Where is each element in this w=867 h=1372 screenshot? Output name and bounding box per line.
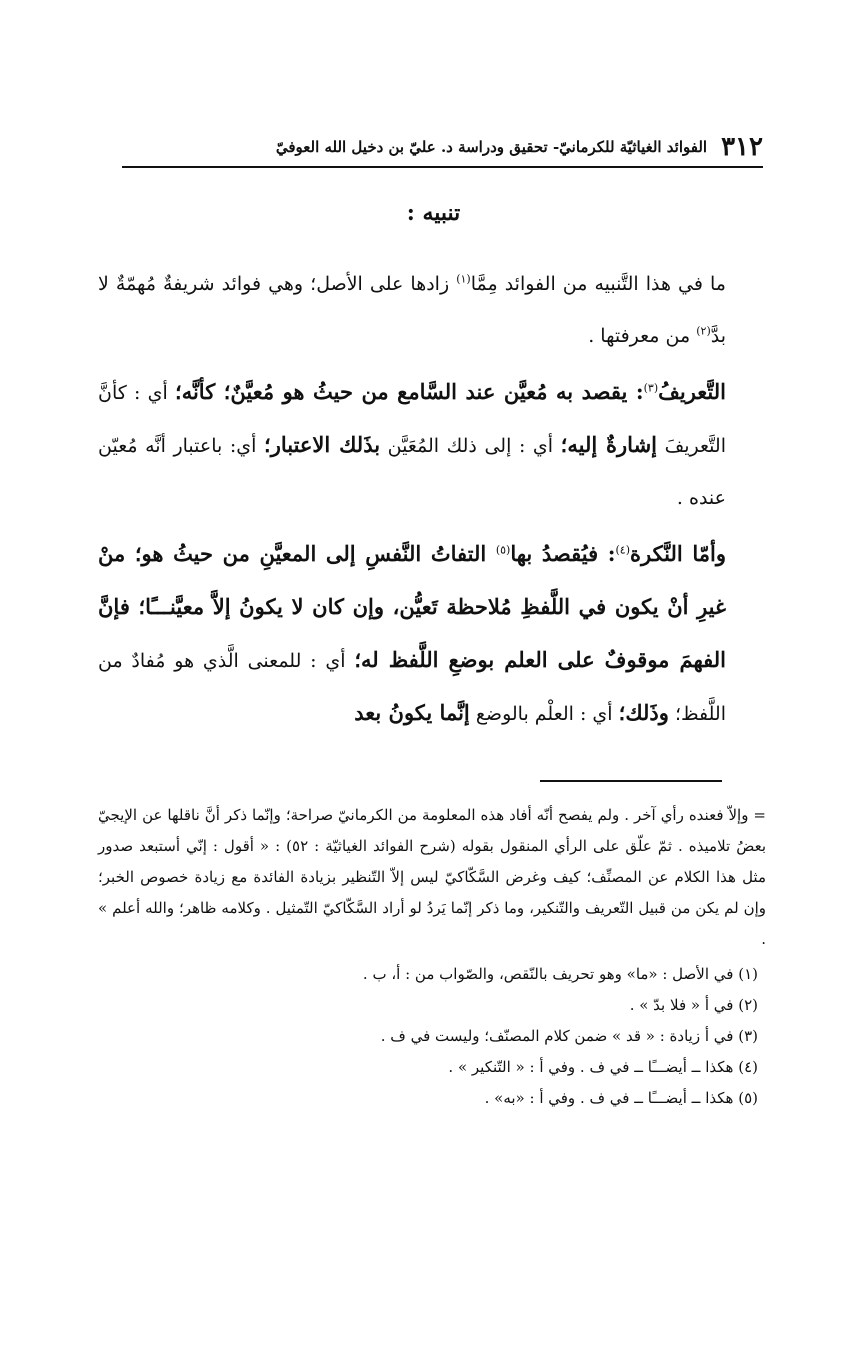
- definition-bold-3: بذَلك الاعتبار؛: [264, 432, 381, 457]
- footnote-ref-5: (٥): [495, 543, 511, 557]
- definition-text-3: أي: باعتبار أنَّه مُعيّن عنده .: [98, 435, 726, 509]
- indefinite-term: وأمّا النَّكرة: [630, 541, 726, 566]
- footnote-ref-2: (٢): [696, 324, 711, 338]
- running-title: الفوائد الغياثيّة للكرمانيّ- تحقيق ودراسة د. عليّ بن دخيل الله العوفيّ: [275, 138, 708, 156]
- footnote-ref-4: (٤): [615, 543, 630, 557]
- footnote-ref-3: (٣): [643, 381, 659, 395]
- definition-text-1: أي : كأنَّ التَّعريفَ: [98, 382, 726, 457]
- definition-bold-1: : يقصد به مُعيَّن عند السَّامع من حيثُ هو مُعيَّنٌ؛ كأنَّه؛: [175, 379, 644, 404]
- footnotes: [98, 800, 766, 1114]
- footnote-continuation: = وإلاّ فعنده رأي آخر . ولم يفصح أنّه أفاد هذه المعلومة من الكرمانيّ صراحة؛ وإنّما ذكر أنَّ ناقلها عن الإيجيّ بعضُ تلاميذه . ثمّ علّق على الرأي المنقول بقوله (شرح الفوائد الغياثيّة : ٥٢) : « أقول : إنّي أستبعد صدور مثل هذا الكلام عن المصنِّف؛ كيف وغرض السَّكّاكيّ ليس إلاّ التّنظير بزيادة الفائدة مع زيادة خصوص الخبر؛ وإن لم يكن من قبيل التّعريف والتّنكير، وما ذكر إنّما يَردُ لو أراد السَّكّاكيّ التّمثيل . وكلامه ظاهر؛ والله أعلم » .: [98, 806, 767, 948]
- indefinite-bold-3: وذَلك؛: [618, 700, 669, 725]
- intro-paragraph: [98, 258, 766, 362]
- intro-text-3: من معرفتها .: [588, 325, 697, 347]
- footnote-ref-1: (١): [456, 272, 471, 286]
- indefinite-bold-2: التفاتُ النَّفسِ إلى المعيَّنِ من حيثُ هو؛ منْ غيرِ أنْ يكون في اللَّفظِ مُلاحظة تَعيُّن، وإن كان لا يكونُ إلاَّ معيَّنـــًا؛ فإنَّ الفهمَ موقوفٌ على العلم بوضعِ اللَّفظ له؛: [98, 541, 726, 672]
- running-header: [122, 128, 763, 168]
- footnote-4: (٤) هكذا ــ أيضـــًا ــ في ف . وفي أ : « التّنكير » .: [448, 1058, 758, 1076]
- indefinite-bold-4: إنَّما يكونُ بعد: [354, 700, 470, 725]
- indefinite-text-2: أي : العلْم بالوضع: [469, 703, 619, 725]
- footnote-divider: [540, 780, 722, 782]
- definition-bold-2: إشارةٌ إليه؛: [560, 432, 657, 457]
- intro-text-1: ما في هذا التَّنبيه من الفوائد مِمَّا: [470, 273, 726, 295]
- main-text: [98, 258, 766, 740]
- indefinite-paragraph: [98, 528, 766, 740]
- definition-paragraph: [98, 366, 766, 524]
- section-heading: تنبيه :: [406, 200, 461, 226]
- footnote-1: (١) في الأصل : «ما» وهو تحريف بالنّقص، والصّواب من : أ، ب .: [362, 965, 758, 983]
- indefinite-text-1: أي : للمعنى الَّذي هو مُفادٌ من اللَّفظ؛: [98, 650, 726, 725]
- indefinite-bold-1: : فيُقصدُ بها: [510, 541, 616, 566]
- definition-term: التَّعريفُ: [658, 379, 726, 404]
- footnote-2: (٢) في أ « فلا بدّ » .: [629, 996, 758, 1014]
- footnote-5: (٥) هكذا ــ أيضـــًا ــ في ف . وفي أ : «به» .: [484, 1089, 758, 1107]
- footnote-3: (٣) في أ زيادة : « قد » ضمن كلام المصنّف؛ وليست في ف .: [380, 1027, 758, 1045]
- intro-text-2: زادها على الأصل؛ وهي فوائد شريفةٌ مُهمّةٌ لا بدَّ: [98, 273, 726, 347]
- definition-text-2: أي : إلى ذلك المُعَيَّن: [380, 435, 561, 457]
- page-number: ٣١٢: [721, 132, 763, 162]
